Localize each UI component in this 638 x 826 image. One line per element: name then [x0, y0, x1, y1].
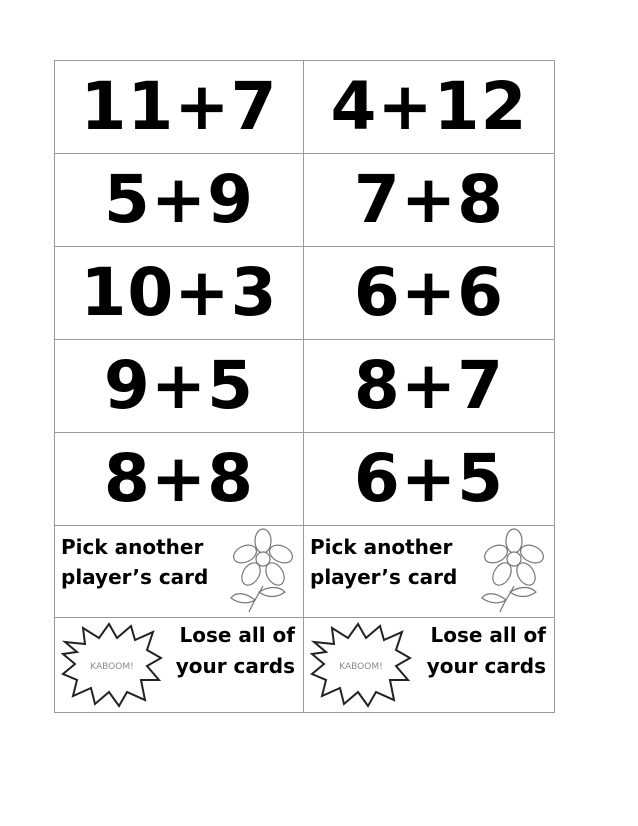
flower-icon — [480, 528, 548, 614]
pick-card-text — [310, 532, 480, 592]
kaboom-card-line2: your cards — [426, 654, 546, 678]
equation-text: 6+6 — [353, 254, 505, 331]
equation-card — [304, 61, 555, 154]
equation-text: 4+12 — [330, 68, 528, 145]
equation-text: 9+5 — [103, 347, 255, 424]
kaboom-card-line1: Lose all of — [179, 623, 295, 647]
pick-card-line2: player’s card — [61, 565, 209, 589]
equation-card — [55, 61, 304, 154]
kaboom-word: KABOOM! — [339, 662, 383, 672]
kaboom-card-line1: Lose all of — [430, 623, 546, 647]
card-row — [55, 618, 555, 713]
kaboom-card — [304, 618, 555, 713]
equation-text: 8+7 — [353, 347, 505, 424]
card-row — [55, 247, 555, 340]
card-row — [55, 61, 555, 154]
card-row — [55, 340, 555, 433]
card-sheet — [54, 60, 555, 713]
flower-icon — [229, 528, 297, 614]
card-row — [55, 526, 555, 618]
card-row — [55, 154, 555, 247]
pick-card-line1: Pick another — [310, 535, 453, 559]
kaboom-card-text — [427, 620, 546, 682]
equation-text: 10+3 — [80, 254, 278, 331]
equation-card — [304, 433, 555, 526]
pick-card — [55, 526, 304, 618]
pick-card-line2: player’s card — [310, 565, 458, 589]
equation-text: 11+7 — [80, 68, 278, 145]
kaboom-word: KABOOM! — [90, 662, 134, 672]
equation-text: 7+8 — [353, 161, 505, 238]
kaboom-burst-icon — [61, 622, 163, 708]
equation-text: 8+8 — [103, 440, 255, 517]
kaboom-burst-icon — [310, 622, 412, 708]
equation-card — [55, 433, 304, 526]
equation-card — [304, 247, 555, 340]
equation-card — [55, 154, 304, 247]
equation-card — [55, 247, 304, 340]
equation-card — [304, 340, 555, 433]
pick-card-line1: Pick another — [61, 535, 204, 559]
pick-card — [304, 526, 555, 618]
pick-card-text — [61, 532, 231, 592]
equation-card — [55, 340, 304, 433]
kaboom-card — [55, 618, 304, 713]
kaboom-card-text — [176, 620, 295, 682]
card-row — [55, 433, 555, 526]
equation-text: 6+5 — [353, 440, 505, 517]
kaboom-card-line2: your cards — [175, 654, 295, 678]
equation-card — [304, 154, 555, 247]
equation-text: 5+9 — [103, 161, 255, 238]
